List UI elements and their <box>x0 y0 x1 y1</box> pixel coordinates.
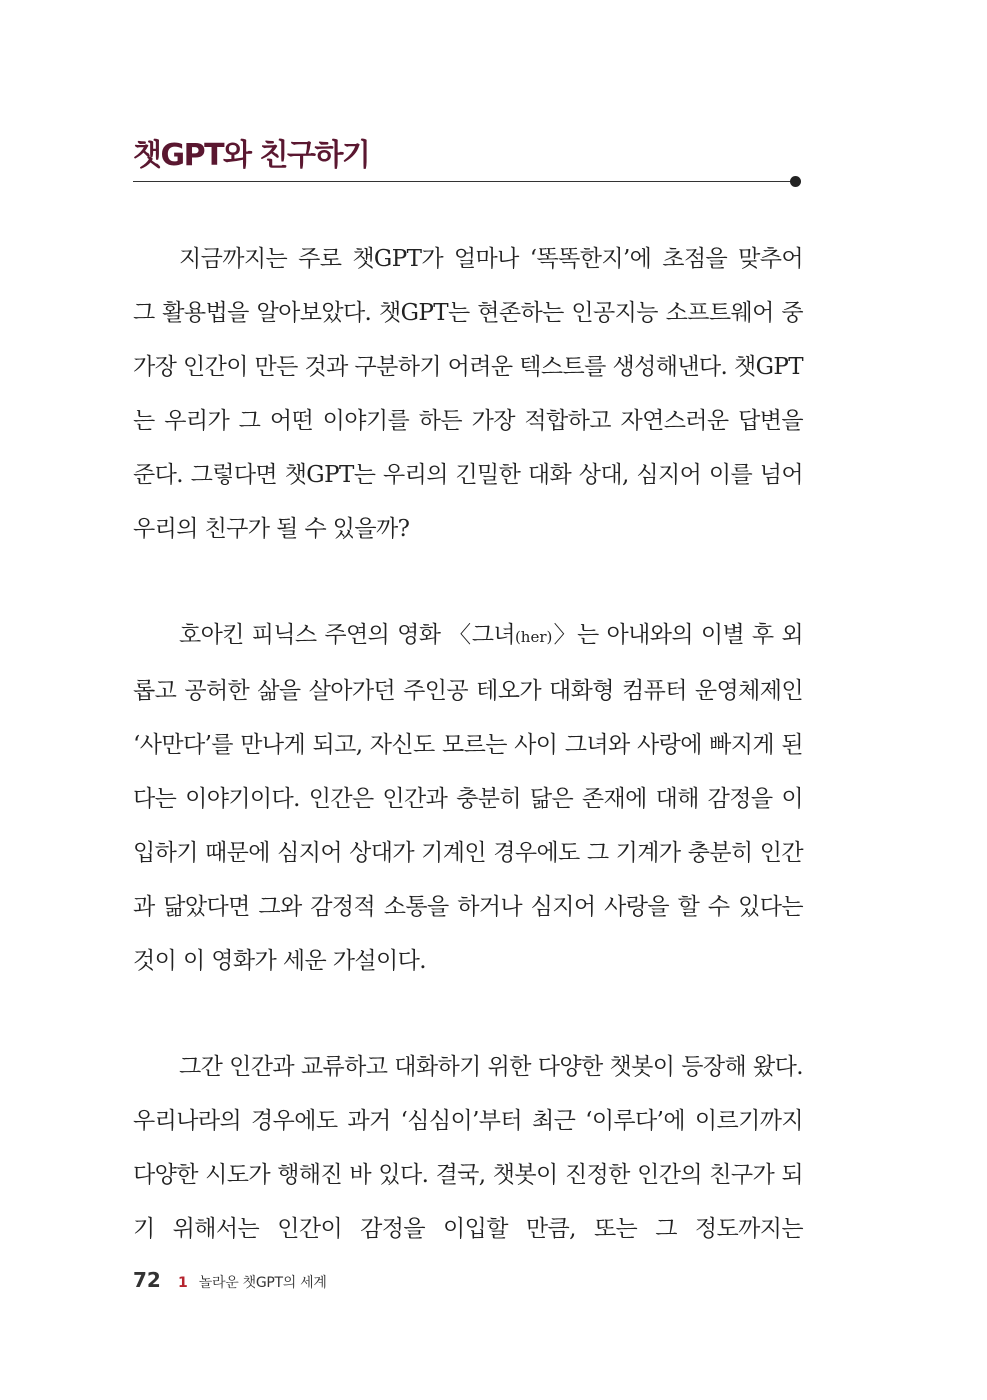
title-divider <box>133 181 795 182</box>
paragraph-2-text-start: 호아킨 피닉스 주연의 영화 〈그녀 <box>179 622 515 648</box>
paragraph-1: 지금까지는 주로 챗GPT가 얼마나 ‘똑똑한지’에 초점을 맞추어 그 활용법을 알아보았다. 챗GPT는 현존하는 인공지능 소프트웨어 중 가장 인간이 만든 것과 구분하기 어려운 텍스트를 생성해낸다. 챗GPT는 우리가 그 어떤 이야기를 하든 가장 적합하고 자연스러운 답변을 준다. 그렇다면 챗GPT는 우리의 긴밀한 대화 상대, 심지어 이를 넘어 우리의 친구가 될 수 있을까? <box>133 246 803 542</box>
section-title: 챗GPT와 친구하기 <box>133 138 370 173</box>
body-text <box>133 232 803 1256</box>
page-number: 72 <box>133 1268 161 1292</box>
paragraph-3: 그간 인간과 교류하고 대화하기 위한 다양한 챗봇이 등장해 왔다. 우리나라의 경우에도 과거 ‘심심이’부터 최근 ‘이루다’에 이르기까지 다양한 시도가 행해진 바 있다. 결국, 챗봇이 진정한 인간의 친구가 되기 위해서는 인간이 감정을 이입할 만큼, 또는 그 정도까지는 <box>133 1054 803 1242</box>
title-divider-dot <box>790 176 801 187</box>
paragraph-2-text-end: 〉는 아내와의 이별 후 외롭고 공허한 삶을 살아가던 주인공 테오가 대화형 컴퓨터 운영체제인 ‘사만다’를 만나게 되고, 자신도 모르는 사이 그녀와 사랑에 빠지게 된다는 이야기이다. 인간은 인간과 충분히 닮은 존재에 대해 감정을 이입하기 때문에 심지어 상대가 기계인 경우에도 그 기계가 충분히 인간과 닮았다면 그와 감정적 소통을 하거나 심지어 사랑을 할 수 있다는 것이 이 영화가 세운 가설이다. <box>133 622 803 974</box>
page-footer <box>133 1268 327 1292</box>
paragraph-2 <box>133 608 803 988</box>
film-title-english: (her) <box>514 628 553 646</box>
chapter-number: 1 <box>177 1275 188 1291</box>
chapter-title: 놀라운 챗GPT의 세계 <box>198 1275 327 1291</box>
